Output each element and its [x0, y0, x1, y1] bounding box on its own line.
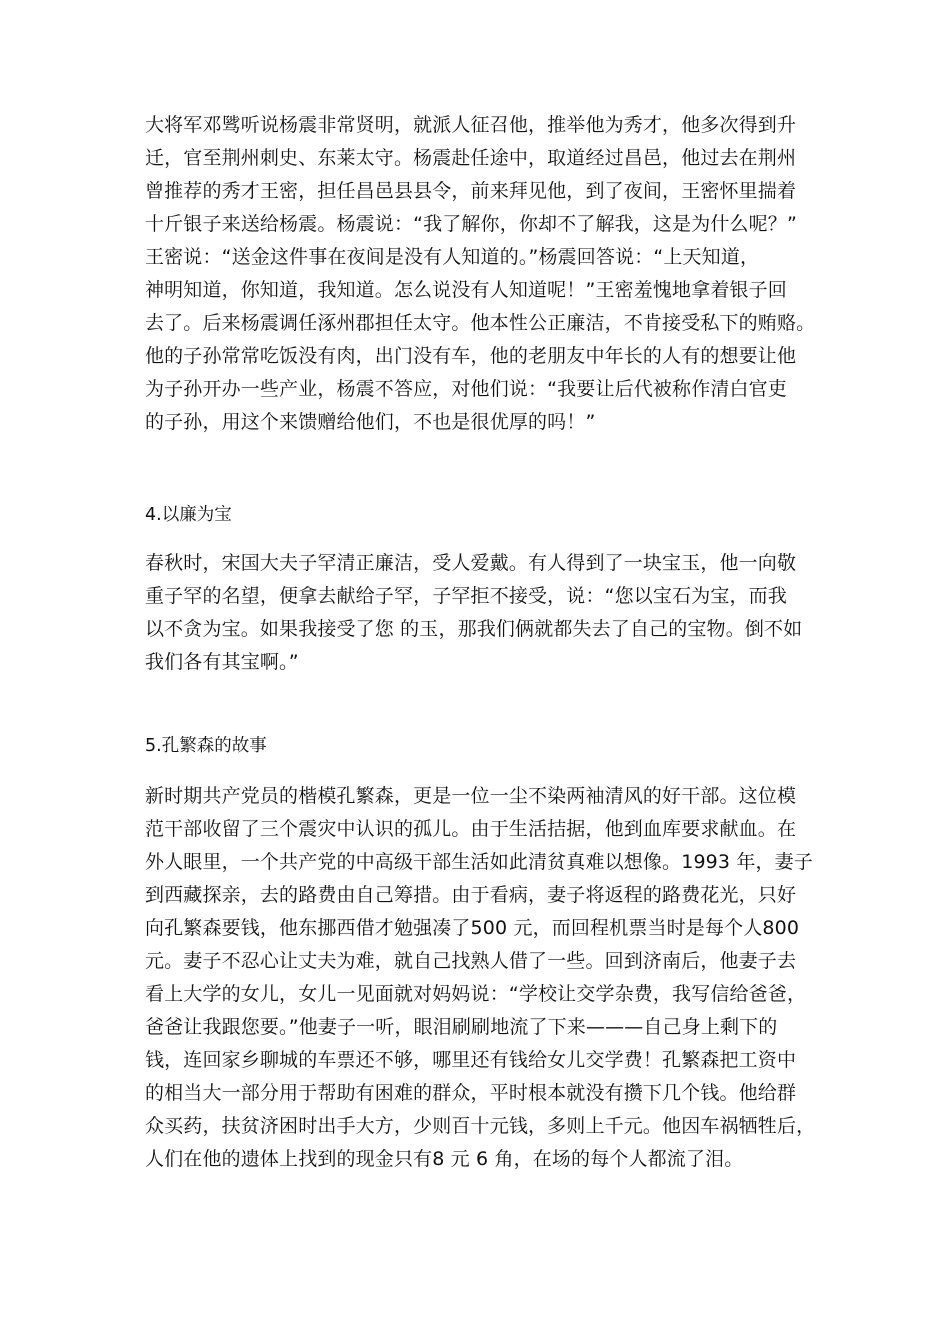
paragraph-yang-zhen	[145, 109, 835, 439]
text-line: 的子孙，用这个来馈赠给他们，不也是很优厚的吗！”	[145, 411, 596, 433]
text-line: 众买药，扶贫济困时出手大方，少则百十元钱，多则上千元。他因车祸牺牲后，	[145, 1115, 816, 1137]
text-line: 重子罕的名望，便拿去献给子罕，子罕拒不接受，说：“您以宝石为宝，而我	[145, 585, 787, 607]
section-heading-5	[145, 730, 835, 763]
section-title: 5.孔繁森的故事	[145, 736, 267, 756]
text-line: 范干部收留了三个震灾中认识的孤儿。由于生活拮据，他到血库要求献血。在	[145, 818, 797, 840]
text-line: 看上大学的女儿，女儿一见面就对妈妈说：“学校让交学杂费，我写信给爸爸，	[145, 983, 807, 1005]
text-line: 爸爸让我跟您要。”他妻子一听，眼泪刷刷地流了下来———自己身上剩下的	[145, 1016, 778, 1038]
section-title: 4.以廉为宝	[145, 505, 232, 525]
text-line: 王密说：“送金这件事在夜间是没有人知道的。”杨震回答说：“上天知道，	[145, 246, 760, 268]
text-line: 去了。后来杨震调任涿州郡担任太守。他本性公正廉洁，不肯接受私下的贿赂。	[145, 312, 816, 334]
text-line: 外人眼里，一个共产党的中高级干部生活如此清贫真难以想像。1993 年，妻子	[145, 851, 813, 873]
text-line: 大将军邓骘听说杨震非常贤明，就派人征召他，推举他为秀才，他多次得到升	[145, 114, 797, 136]
section-heading-4	[145, 499, 835, 532]
text-line: 向孔繁森要钱，他东挪西借才勉强凑了500 元，而回程机票当时是每个人800	[145, 917, 800, 939]
text-line: 迁，官至荆州刺史、东莱太守。杨震赴任途中，取道经过昌邑，他过去在荆州	[145, 147, 797, 169]
text-line: 春秋时，宋国大夫子罕清正廉洁，受人爱戴。有人得到了一块宝玉，他一向敬	[145, 552, 797, 574]
text-line: 曾推荐的秀才王密，担任昌邑县县令，前来拜见他，到了夜间，王密怀里揣着	[145, 180, 797, 202]
paragraph-kong-fansen	[145, 780, 835, 1176]
text-line: 他的子孙常常吃饭没有肉，出门没有车，他的老朋友中年长的人有的想要让他	[145, 345, 797, 367]
text-line: 我们各有其宝啊。”	[145, 651, 299, 673]
text-line: 十斤银子来送给杨震。杨震说：“我了解你，你却不了解我，这是为什么呢？”	[145, 213, 797, 235]
text-line: 元。妻子不忍心让丈夫为难，就自己找熟人借了一些。回到济南后，他妻子去	[145, 950, 797, 972]
text-line: 新时期共产党员的楷模孔繁森，更是一位一尘不染两袖清风的好干部。这位模	[145, 785, 797, 807]
text-line: 神明知道，你知道，我知道。怎么说没有人知道呢！”王密羞愧地拿着银子回	[145, 279, 787, 301]
text-line: 到西藏探亲，去的路费由自己筹措。由于看病，妻子将返程的路费花光，只好	[145, 884, 797, 906]
text-line: 钱，连回家乡聊城的车票还不够，哪里还有钱给女儿交学费！孔繁森把工资中	[145, 1049, 797, 1071]
text-line: 为子孙开办一些产业，杨震不答应，对他们说：“我要让后代被称作清白官吏	[145, 378, 787, 400]
text-line: 人们在他的遗体上找到的现金只有8 元 6 角，在场的每个人都流了泪。	[145, 1148, 744, 1170]
text-line: 的相当大一部分用于帮助有困难的群众，平时根本就没有攒下几个钱。他给群	[145, 1082, 797, 1104]
text-line: 以不贪为宝。如果我接受了您 的玉，那我们俩就都失去了自己的宝物。倒不如	[145, 618, 803, 640]
paragraph-zi-han	[145, 547, 835, 679]
